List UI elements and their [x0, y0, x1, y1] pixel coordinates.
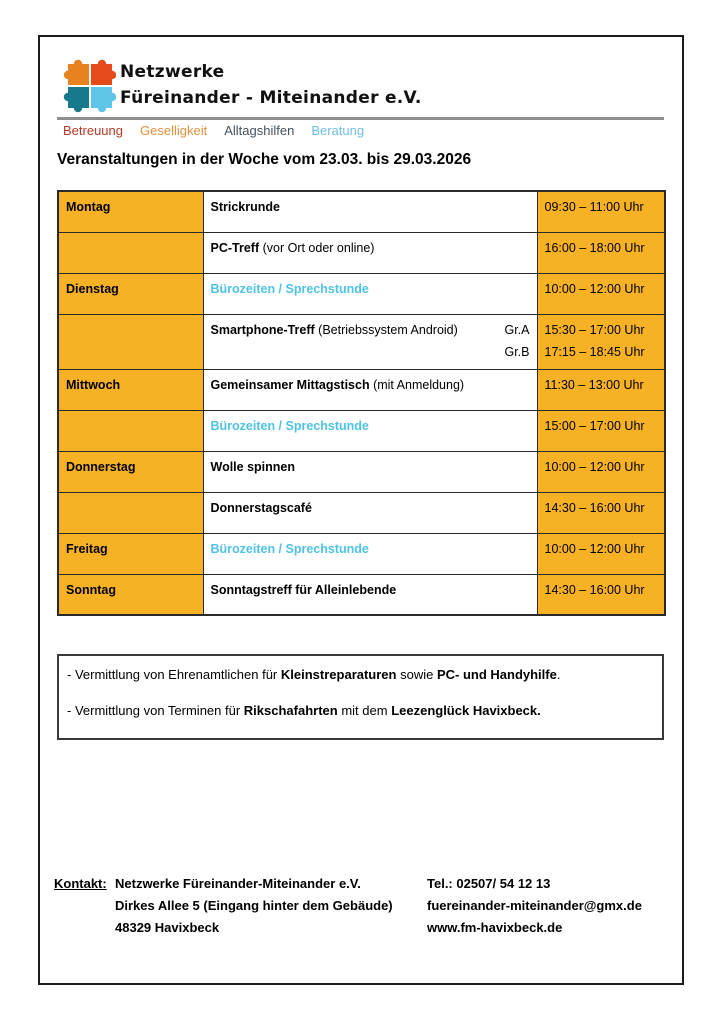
day-cell [58, 314, 203, 369]
time-text: 11:30 – 13:00 Uhr [544, 377, 644, 392]
time-cell [537, 410, 665, 451]
time-cell [537, 533, 665, 574]
time-text: 10:00 – 12:00 Uhr [544, 541, 645, 556]
event-title: Sonntagstreff für Alleinlebende [210, 582, 397, 597]
category-nav [63, 123, 364, 138]
time-cell [537, 314, 665, 369]
day-cell: Mittwoch [58, 369, 203, 410]
schedule-row [58, 410, 665, 451]
group-label: Gr.A [504, 322, 530, 337]
time-text: 09:30 – 11:00 Uhr [544, 200, 644, 214]
schedule-row [58, 451, 665, 492]
time-cell [537, 451, 665, 492]
contact-details [427, 873, 642, 939]
brand-line1: Netzwerke [120, 62, 225, 82]
info-segment: mit dem [337, 703, 392, 718]
event-note: (Betriebssystem Android) [314, 322, 458, 337]
time-cell [537, 232, 665, 273]
puzzle-logo-icon [62, 58, 116, 114]
brand-line2: Füreinander - Miteinander e.V. [120, 88, 422, 108]
time-cell [537, 492, 665, 533]
info-segment: - Vermittlung von Ehrenamtlichen für [67, 667, 281, 682]
event-title: Bürozeiten / Sprechstunde [210, 281, 369, 296]
event-line [211, 319, 530, 341]
info-segment: - Vermittlung von Terminen für [67, 703, 244, 718]
time-text: 16:00 – 18:00 Uhr [544, 240, 645, 255]
time-text: 10:00 – 12:00 Uhr [544, 281, 645, 296]
schedule-row [58, 273, 665, 314]
event-cell [203, 451, 537, 492]
time-text: 15:30 – 17:00 Uhr [544, 322, 645, 337]
info-line [67, 667, 654, 683]
day-cell: Freitag [58, 533, 203, 574]
group-label: Gr.B [504, 344, 530, 359]
contact-address-line: Netzwerke Füreinander-Miteinander e.V. [115, 876, 361, 891]
event-cell [203, 191, 537, 232]
day-cell: Dienstag [58, 273, 203, 314]
info-segment: . [556, 667, 561, 682]
contact-detail-line: www.fm-havixbeck.de [427, 920, 563, 935]
schedule-table [57, 190, 666, 616]
event-text [211, 319, 458, 341]
event-title: Bürozeiten / Sprechstunde [210, 541, 369, 556]
time-cell [537, 574, 665, 615]
event-cell [203, 410, 537, 451]
time-cell [537, 191, 665, 232]
schedule-row [58, 369, 665, 410]
event-note: (mit Anmeldung) [369, 377, 465, 392]
schedule-row [58, 314, 665, 369]
schedule-row [58, 533, 665, 574]
brand-name [120, 59, 422, 111]
nav-item-geselligkeit: Geselligkeit [140, 123, 208, 138]
time-cell [537, 273, 665, 314]
contact-detail-line: fuereinander-miteinander@gmx.de [427, 898, 642, 913]
event-title: Strickrunde [210, 200, 280, 214]
schedule-row [58, 191, 665, 232]
event-title: Wolle spinnen [210, 459, 295, 474]
time-text: 10:00 – 12:00 Uhr [544, 459, 645, 474]
schedule-row [58, 232, 665, 273]
event-cell [203, 314, 537, 369]
info-box [57, 654, 664, 740]
page-title: Veranstaltungen in der Woche vom 23.03. bis 29.03.2026 [57, 151, 472, 168]
day-cell: Sonntag [58, 574, 203, 615]
day-cell [58, 492, 203, 533]
schedule-row [58, 492, 665, 533]
day-cell [58, 232, 203, 273]
time-text: 15:00 – 17:00 Uhr [544, 418, 645, 433]
time-cell [537, 369, 665, 410]
contact-label: Kontakt: [54, 876, 107, 891]
contact-address-line: Dirkes Allee 5 (Eingang hinter dem Gebäude) [115, 898, 393, 913]
event-cell [203, 232, 537, 273]
info-segment: sowie [396, 667, 437, 682]
event-cell [203, 574, 537, 615]
nav-item-betreuung: Betreuung [63, 123, 123, 138]
event-cell [203, 273, 537, 314]
time-text: 14:30 – 16:00 Uhr [544, 582, 645, 597]
nav-item-beratung: Beratung [311, 123, 365, 138]
header-divider [57, 117, 664, 120]
info-segment: Kleinstreparaturen [280, 667, 397, 682]
time-text: 17:15 – 18:45 Uhr [544, 344, 645, 359]
day-cell: Montag [58, 191, 203, 232]
contact-address-line: 48329 Havixbeck [115, 920, 220, 935]
info-line [67, 703, 654, 719]
event-cell [203, 533, 537, 574]
info-segment: Rikschafahrten [243, 703, 338, 718]
document-page [38, 35, 684, 985]
event-cell [203, 492, 537, 533]
info-segment: Leezenglück Havixbeck. [391, 703, 541, 718]
event-title: Gemeinsamer Mittagstisch [210, 377, 370, 392]
info-segment: PC- und Handyhilfe [436, 667, 557, 682]
event-title: Donnerstagscafé [210, 500, 312, 515]
schedule-row [58, 574, 665, 615]
day-cell: Donnerstag [58, 451, 203, 492]
day-cell [58, 410, 203, 451]
time-text: 14:30 – 16:00 Uhr [544, 500, 645, 515]
event-title: Smartphone-Treff [210, 322, 315, 337]
schedule-table-body [58, 191, 665, 615]
event-cell [203, 369, 537, 410]
contact-detail-line: Tel.: 02507/ 54 12 13 [427, 876, 551, 891]
event-title: Bürozeiten / Sprechstunde [210, 418, 369, 433]
event-note: (vor Ort oder online) [259, 240, 375, 255]
nav-item-alltagshilfen: Alltagshilfen [224, 123, 295, 138]
contact-address [115, 873, 393, 939]
event-title: PC-Treff [210, 240, 260, 255]
